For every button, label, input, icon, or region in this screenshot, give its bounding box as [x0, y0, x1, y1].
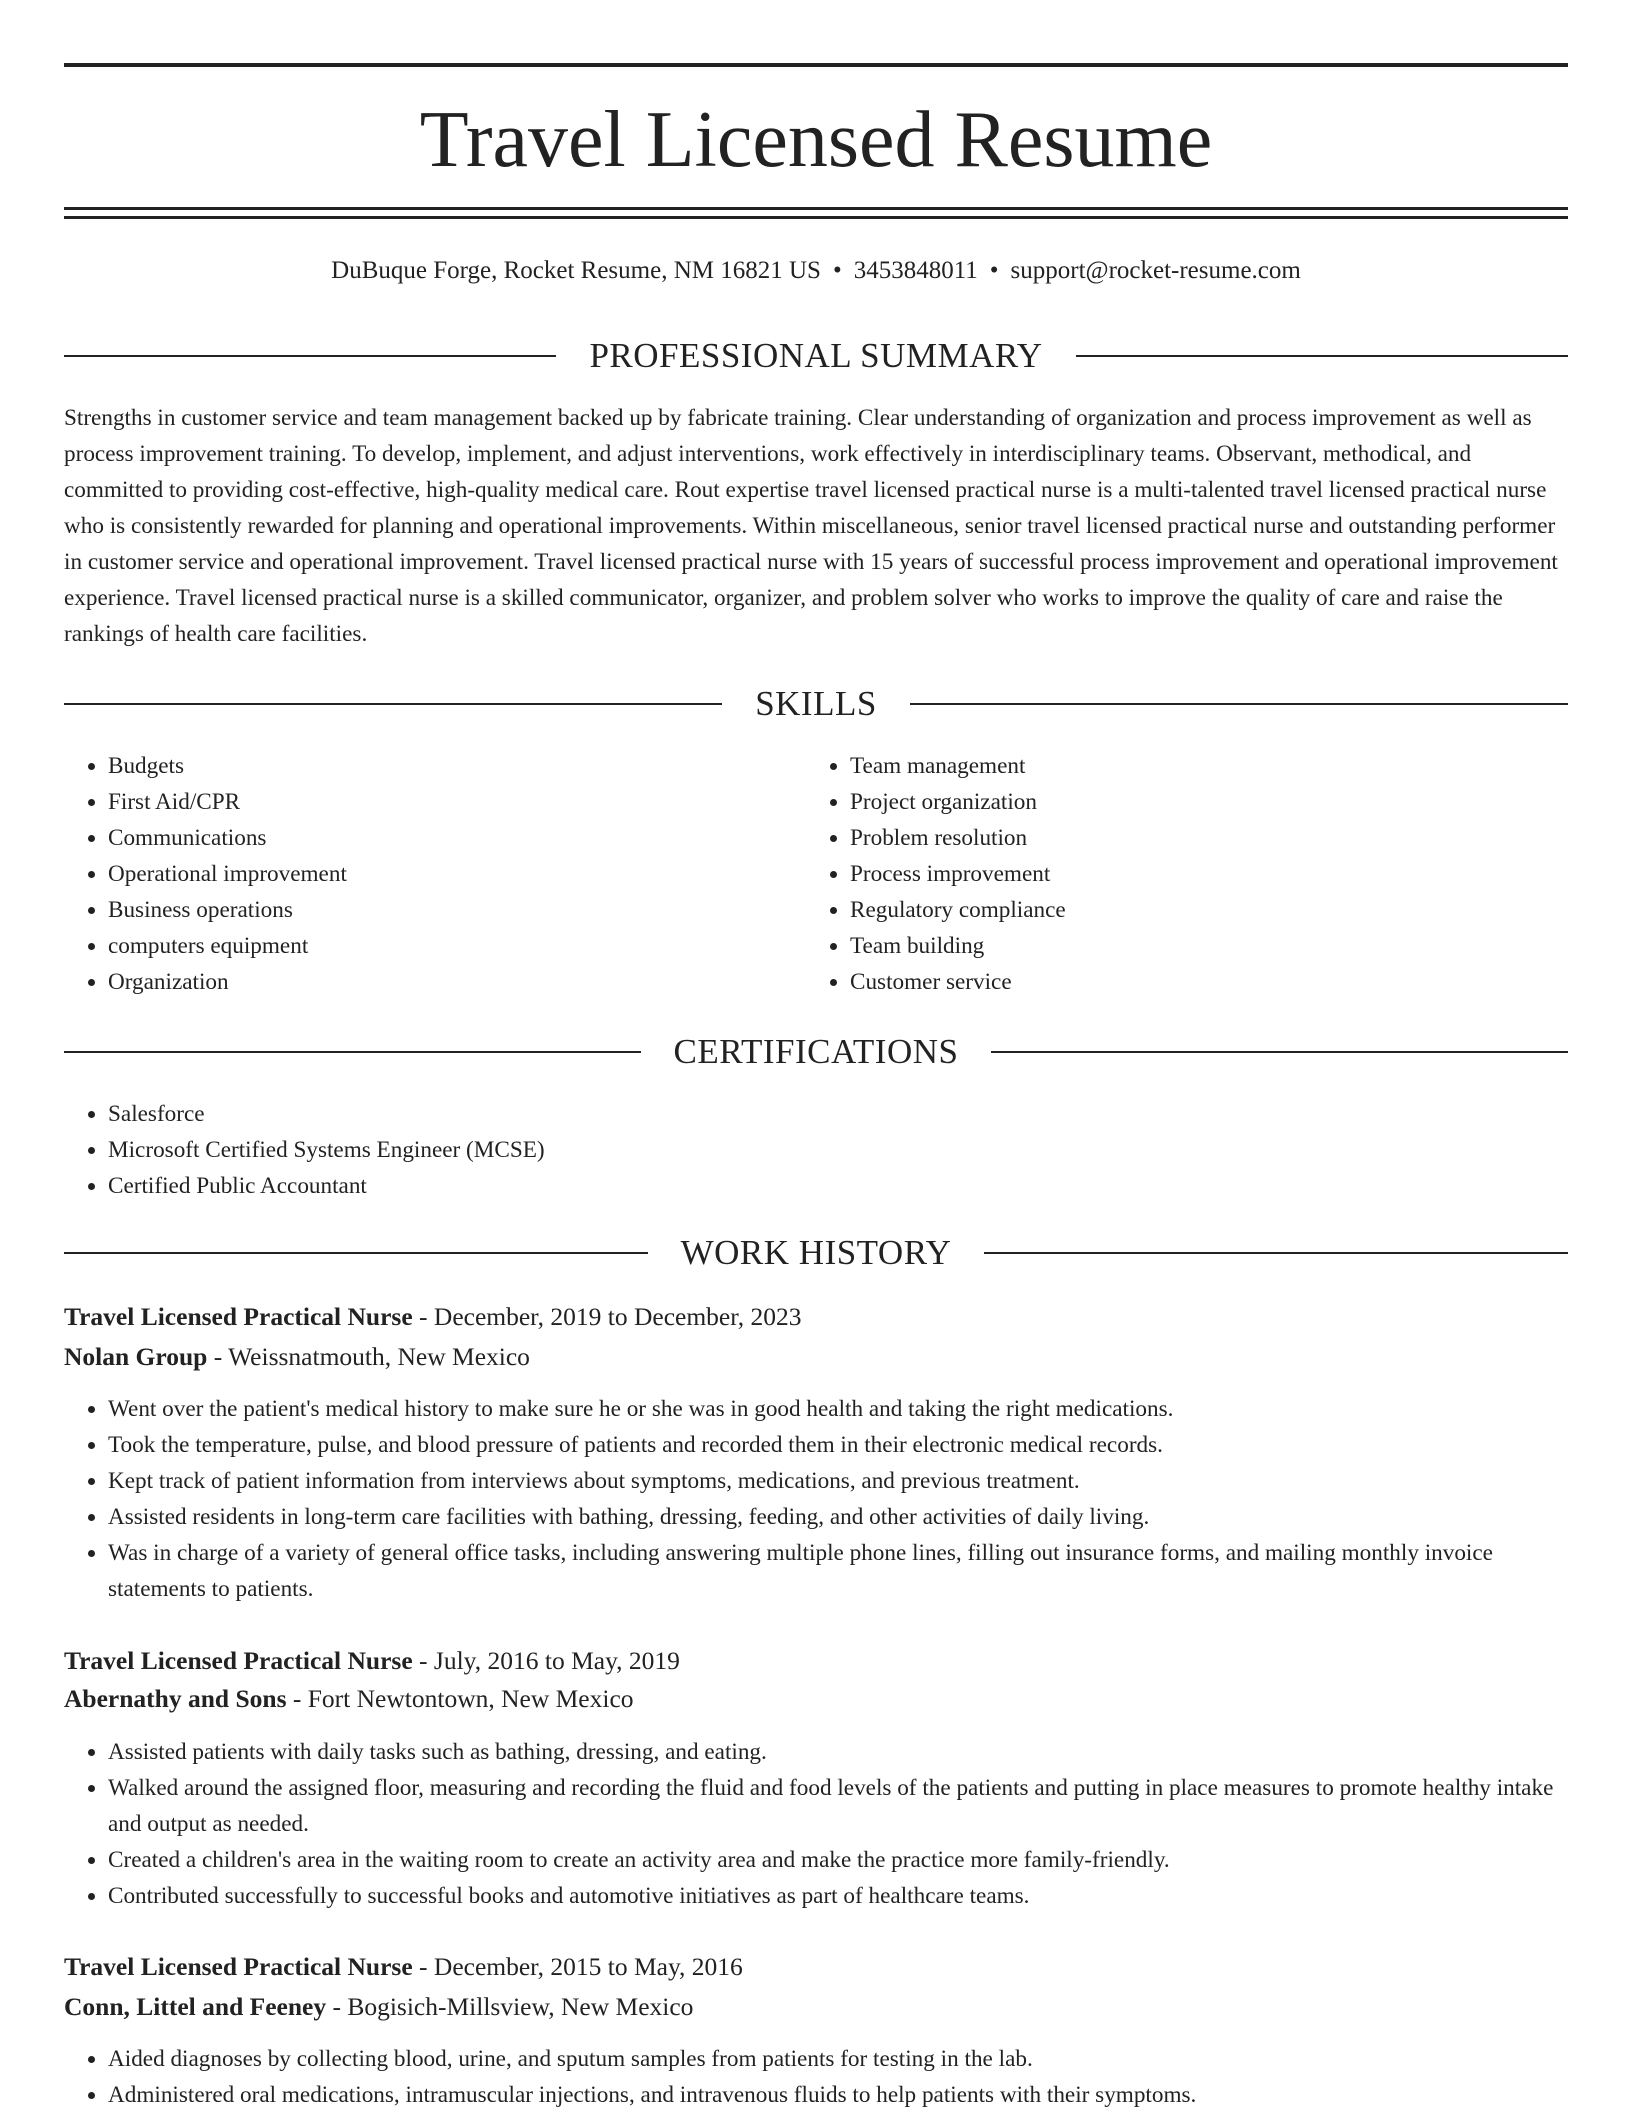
heading-rule-left [64, 355, 556, 357]
contact-address: DuBuque Forge, Rocket Resume, NM 16821 US [331, 257, 821, 284]
summary-heading-label: PROFESSIONAL SUMMARY [589, 336, 1043, 375]
job-company-line [64, 1337, 1568, 1377]
skill-item: • Process improvement [850, 856, 1550, 892]
skill-item: • First Aid/CPR [108, 784, 798, 820]
contact-email: support@rocket-resume.com [1010, 257, 1301, 284]
contact-separator: • [989, 257, 999, 284]
certification-item: • Salesforce [108, 1096, 1568, 1132]
job-bullet: • Went over the patient's medical history to make sure he or she was in good health and taking the right medications. [108, 1391, 1568, 1427]
certification-item: • Certified Public Accountant [108, 1168, 1568, 1204]
certifications-list [64, 1096, 1568, 1204]
work-history-heading-label: WORK HISTORY [680, 1233, 952, 1272]
heading-rule-right [984, 1252, 1568, 1254]
job-bullet: • Was in charge of a variety of general office tasks, including answering multiple phone lines, filling out insurance forms, and mailing monthly invoice statements to patients. [108, 1535, 1568, 1607]
job-bullet: • Kept track of patient information from interviews about symptoms, medications, and previous treatment. [108, 1463, 1568, 1499]
heading-rule-right [1076, 355, 1568, 357]
job-bullet: • Contributed successfully to successful books and automotive initiatives as part of healthcare teams. [108, 1878, 1568, 1914]
job-title: Travel Licensed Practical Nurse [64, 1646, 413, 1675]
skill-item: • computers equipment [108, 928, 798, 964]
heading-rule-left [64, 703, 722, 705]
skill-item: • Team management [850, 748, 1550, 784]
job-title-line [64, 1641, 1568, 1681]
skills-heading-label: SKILLS [755, 684, 877, 723]
job-title: Travel Licensed Practical Nurse [64, 1952, 413, 1981]
skill-item: • Organization [108, 964, 798, 1000]
certifications-heading [64, 1030, 1568, 1074]
job-title: Travel Licensed Practical Nurse [64, 1302, 413, 1331]
job-title-line [64, 1297, 1568, 1337]
heading-rule-left [64, 1051, 641, 1053]
skill-item: • Regulatory compliance [850, 892, 1550, 928]
job-company-line [64, 1679, 1568, 1719]
skill-item: • Operational improvement [108, 856, 798, 892]
heading-rule-right [991, 1051, 1568, 1053]
contact-separator: • [832, 257, 842, 284]
skill-item: • Team building [850, 928, 1550, 964]
job-bullet: • Walked around the assigned floor, measuring and recording the fluid and food levels of the patients and putting in place measures to promote healthy intake and output as needed. [108, 1770, 1568, 1842]
job-dates: - December, 2019 to December, 2023 [412, 1302, 802, 1331]
job-location: - Weissnatmouth, New Mexico [207, 1342, 530, 1371]
job-dates: - July, 2016 to May, 2019 [412, 1646, 680, 1675]
skill-item: • Business operations [108, 892, 798, 928]
job-company: Nolan Group [64, 1342, 208, 1371]
job-bullet: • Assisted residents in long-term care facilities with bathing, dressing, feeding, and other activities of daily living. [108, 1499, 1568, 1535]
job-dates: - December, 2015 to May, 2016 [412, 1952, 743, 1981]
job-location: - Bogisich-Millsview, New Mexico [326, 1992, 694, 2021]
certification-item: • Microsoft Certified Systems Engineer (MCSE) [108, 1132, 1568, 1168]
job-bullets [64, 2041, 1568, 2113]
skill-item: • Problem resolution [850, 820, 1550, 856]
job-bullet: • Administered oral medications, intramuscular injections, and intravenous fluids to help patients with their symptoms. [108, 2077, 1568, 2113]
summary-heading [64, 334, 1568, 378]
job-bullets [64, 1391, 1568, 1607]
skill-item: • Customer service [850, 964, 1550, 1000]
certifications-heading-label: CERTIFICATIONS [673, 1032, 959, 1071]
skills-list-right [806, 748, 1550, 1000]
contact-line [64, 254, 1568, 288]
title-rule-lower [64, 216, 1568, 219]
job-bullets [64, 1734, 1568, 1914]
skill-item: • Communications [108, 820, 798, 856]
summary-text: Strengths in customer service and team management backed up by fabricate training. Clear understanding of organization and process improvement as well as process improvement training. To develop, implement, and adjust interventions, work effectively in interdisciplinary teams. Observant, methodical, and committed to providing cost-effective, high-quality medical care. Rout expertise travel licensed practical nurse is a multi-talented travel licensed practical nurse who is consistently rewarded for planning and operational improvements. Within miscellaneous, senior travel licensed practical nurse and outstanding performer in customer service and operational improvement. Travel licensed practical nurse with 15 years of successful process improvement and operational improvement experience. Travel licensed practical nurse is a skilled communicator, organizer, and problem solver who works to improve the quality of care and raise the rankings of health care facilities. [64, 405, 1558, 647]
job-company: Conn, Littel and Feeney [64, 1992, 327, 2021]
page-title: Travel Licensed Resume [419, 96, 1213, 184]
job-location: - Fort Newtontown, New Mexico [286, 1684, 634, 1713]
job-bullet: • Aided diagnoses by collecting blood, urine, and sputum samples from patients for testing in the lab. [108, 2041, 1568, 2077]
skills-heading [64, 682, 1568, 726]
skills-list-left [64, 748, 798, 1000]
top-rule [64, 63, 1568, 67]
job-company-line [64, 1987, 1568, 2027]
heading-rule-left [64, 1252, 648, 1254]
job-bullet: • Created a children's area in the waiting room to create an activity area and make the practice more family-friendly. [108, 1842, 1568, 1878]
title-rule-upper [64, 207, 1568, 210]
work-history-heading [64, 1231, 1568, 1275]
contact-phone: 3453848011 [853, 257, 978, 284]
job-company: Abernathy and Sons [64, 1684, 287, 1713]
job-bullet: • Assisted patients with daily tasks such as bathing, dressing, and eating. [108, 1734, 1568, 1770]
job-bullet: • Took the temperature, pulse, and blood pressure of patients and recorded them in their electronic medical records. [108, 1427, 1568, 1463]
heading-rule-right [910, 703, 1568, 705]
job-title-line [64, 1947, 1568, 1987]
skill-item: • Budgets [108, 748, 798, 784]
skill-item: • Project organization [850, 784, 1550, 820]
